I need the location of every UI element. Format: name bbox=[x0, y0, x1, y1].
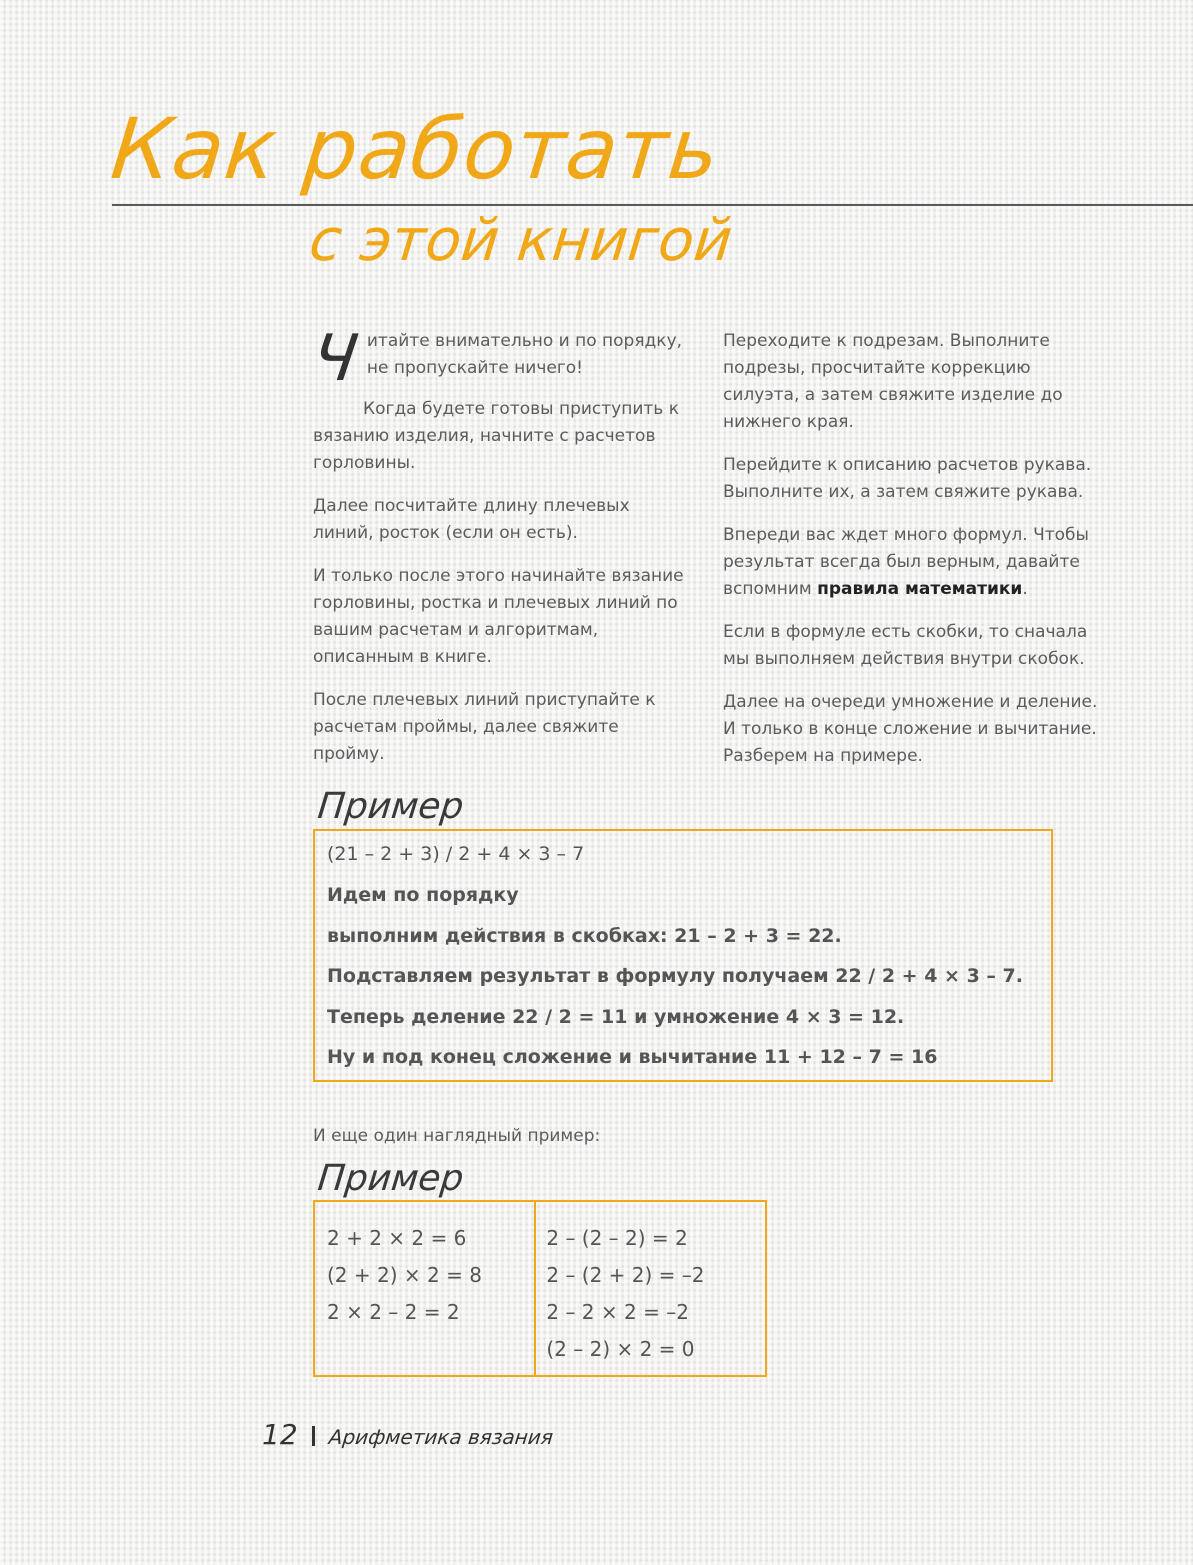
intro-paragraph bbox=[307, 322, 688, 396]
paragraph-order: Далее на очереди умножение и деление. И только в конце сложение и вычитание. Разберем на примере. bbox=[723, 692, 1098, 766]
title-line-1: Как работать bbox=[106, 100, 725, 198]
example-1-step-5: Ну и под конец сложение и вычитание 11 + 12 – 7 = 16 bbox=[327, 1046, 938, 1068]
math-rules-highlight: правила математики bbox=[817, 579, 1023, 599]
formulas-end: . bbox=[1022, 579, 1028, 599]
example-1-step-2: выполним действия в скобках: 21 – 2 + 3 = 22. bbox=[327, 924, 842, 947]
example-2-left-line: (2 + 2) × 2 = 8 bbox=[327, 1263, 482, 1287]
example-1-box bbox=[313, 829, 1053, 1082]
example-2-label: Пример bbox=[315, 1158, 466, 1199]
page-number: 12 bbox=[262, 1418, 298, 1451]
example-2-right-line: (2 – 2) × 2 = 0 bbox=[546, 1337, 695, 1361]
example-1-step-3: Подставляем результат в формулу получаем 22 / 2 + 4 × 3 – 7. bbox=[327, 965, 1023, 987]
example-1-label: Пример bbox=[315, 786, 466, 827]
paragraph-brackets: Если в формуле есть скобки, то сначала мы выполняем действия внутри скобок. bbox=[723, 622, 1088, 669]
example-2-left-cell bbox=[315, 1202, 536, 1375]
dropcap-letter: Ч bbox=[307, 322, 363, 396]
example-1-step-1: Идем по порядку bbox=[327, 884, 519, 906]
book-title: Арифметика вязания bbox=[327, 1425, 554, 1449]
paragraph-shoulders: Далее посчитайте длину плечевых линий, росток (если он есть). bbox=[313, 496, 630, 543]
example-2-left-line: 2 + 2 × 2 = 6 bbox=[327, 1226, 467, 1250]
example-2-box bbox=[313, 1200, 767, 1377]
example-2-left-line: 2 × 2 – 2 = 2 bbox=[327, 1300, 460, 1324]
intro-text: итайте внимательно и по порядку, не пропускайте ничего! bbox=[366, 331, 683, 378]
paragraph-ready: Когда будете готовы приступить к вязанию изделия, начните с расчетов горловины. bbox=[313, 399, 680, 473]
paragraph-cuts: Переходите к подрезам. Выполните подрезы, просчитайте коррекцию силуэта, а затем свяжите изделие до нижнего края. bbox=[723, 331, 1063, 432]
paragraph-armhole: После плечевых линий приступайте к расчетам проймы, далее свяжите пройму. bbox=[313, 690, 656, 764]
example-1-formula: (21 – 2 + 3) / 2 + 4 × 3 – 7 bbox=[327, 843, 585, 865]
example-2-right-line: 2 – 2 × 2 = –2 bbox=[546, 1300, 689, 1324]
left-column bbox=[307, 322, 688, 784]
paragraph-sleeve: Перейдите к описанию расчетов рукава. Выполните их, а затем свяжите рукава. bbox=[723, 455, 1092, 502]
formulas-text: Впереди вас ждет много формул. Чтобы результат всегда был верным, давайте вспомним bbox=[723, 525, 1089, 599]
paragraph-formulas bbox=[723, 522, 1103, 603]
title-line-2: с этой книгой bbox=[306, 206, 736, 274]
example-2-right-cell bbox=[536, 1202, 765, 1375]
example-2-right-line: 2 – (2 – 2) = 2 bbox=[546, 1226, 688, 1250]
right-column bbox=[723, 328, 1103, 786]
page-footer bbox=[262, 1418, 553, 1451]
paragraph-after: И только после этого начинайте вязание горловины, ростка и плечевых линий по вашим расчетам и алгоритмам, описанным в книге. bbox=[313, 566, 684, 667]
footer-separator bbox=[312, 1426, 315, 1446]
example-1-step-4: Теперь деление 22 / 2 = 11 и умножение 4 × 3 = 12. bbox=[327, 1005, 905, 1028]
second-example-intro: И еще один наглядный пример: bbox=[313, 1126, 601, 1146]
example-2-right-line: 2 – (2 + 2) = –2 bbox=[546, 1263, 705, 1287]
